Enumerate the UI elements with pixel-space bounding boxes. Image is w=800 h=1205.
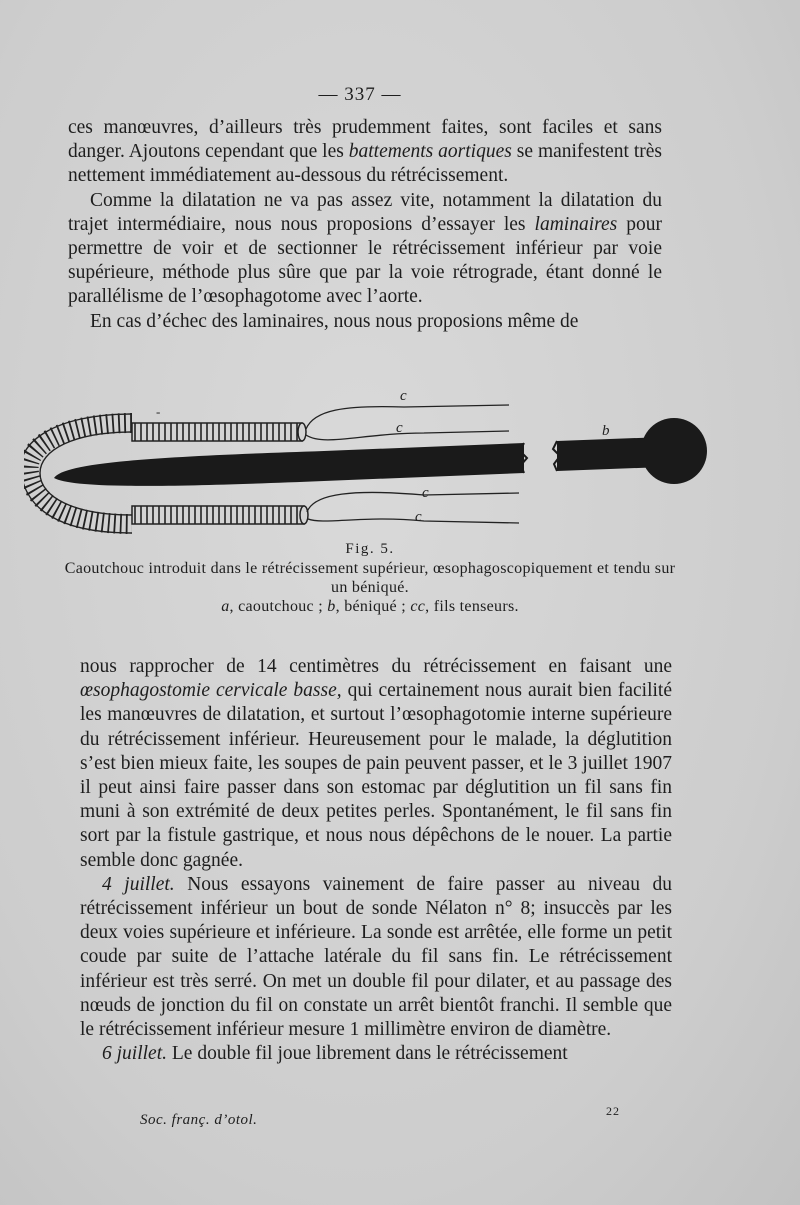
rubber-tube-upper <box>132 423 302 441</box>
caption-legend <box>60 597 680 616</box>
text-run: nous rapprocher de 14 centimètres du rétrécissement en faisant une <box>80 656 672 677</box>
date-heading: 6 juillet. <box>102 1043 167 1065</box>
date-heading: 4 juillet. <box>102 873 175 895</box>
thread-c-bottom <box>308 519 519 523</box>
label-b: b <box>602 423 610 439</box>
figure-label: Fig. 5. <box>345 541 395 557</box>
paragraph <box>68 189 662 310</box>
text-run: qui certainement nous aurait bien facilité les manœuvres de dilatation, et surtout l’œsophagotomie interne supérieure du rétrécissement inférieur. Heureusement pour le malade, la déglutition s’est bien mieux faite, les soupes de pain peuvent passer, et le 3 juillet 1907 il peut ainsi faire passer dans son estomac par déglutition un fil sans fin muni à son extrémité de deux petites perles. Spontanément, le fil sans fin sort par la fistule gastrique, et nous nous dépêchons de le nouer. La partie semble donc gagnée. <box>80 680 672 871</box>
paragraph <box>68 116 662 189</box>
text-run: Comme la dilatation ne va pas assez vite, notamment la dilatation du trajet intermédiaire, nous nous proposions d’essayer les <box>68 189 662 235</box>
label-c: c <box>396 420 403 436</box>
footer-journal: Soc. franç. d’otol. <box>140 1112 258 1128</box>
italic-term: battements aortiques <box>348 141 512 163</box>
italic-term: œsophagostomie cervicale basse, <box>80 680 342 702</box>
page-number: — 337 — <box>318 84 402 105</box>
paragraph: En cas d’échec des laminaires, nous nous proposions même de <box>90 310 579 332</box>
legend-key: cc <box>410 598 426 615</box>
legend-text: , béniqué ; <box>335 598 411 615</box>
rubber-tube-lower <box>132 506 304 524</box>
figure-illustration <box>24 385 724 545</box>
italic-term: laminaires <box>534 213 618 235</box>
text-run: pour permettre de voir et de sectionner le rétrécissement inférieur par voie supérieure, méthode plus sûre que par la voie rétrograde, étant donné le parallélisme de l’œsophagotome avec l’aorte. <box>68 213 662 308</box>
thread-c-upper <box>306 431 509 440</box>
figure-caption <box>60 540 680 616</box>
legend-key: a <box>221 598 230 615</box>
legend-text: , fils tenseurs. <box>425 598 519 615</box>
text-run: Nous essayons vainement de faire passer au niveau du rétrécissement inférieur un bout de sonde Nélaton n° 8; insuccès par les deux voies supérieure et inférieure. La sonde est arrêtée, elle forme un petit coude par suite de l’attache latérale du fil sans fin. Le rétrécissement inférieur est très serré. On met un double fil pour dilater, et au passage des nœuds de jonction du fil on constate un arrêt bientôt franchi. Il semble que le rétrécissement inférieur mesure 1 millimètre environ de diamètre. <box>80 873 673 1041</box>
text-run: Le double fil joue librement dans le rétrécissement <box>167 1043 568 1065</box>
benique-ball <box>641 418 707 484</box>
thread-c-lower <box>307 492 519 512</box>
text-run: ces manœuvres, d’ailleurs très prudemment faites, sont faciles et sans danger. Ajoutons cependant que les <box>68 117 662 163</box>
label-c: c <box>415 509 422 525</box>
label-a: - <box>156 404 161 419</box>
label-c: c <box>422 485 429 501</box>
text-run: se manifestent très nettement immédiatement au-dessous du rétrécissement. <box>68 141 662 187</box>
thread-c-top <box>306 405 509 429</box>
caption-text: Caoutchouc introduit dans le rétrécissement supérieur, œsophagoscopiquement et tendu sur un béniqué. <box>64 560 676 596</box>
label-c: c <box>400 388 407 404</box>
legend-key: b <box>327 598 336 615</box>
paragraph <box>80 655 672 873</box>
paragraph <box>80 873 672 1042</box>
text-block-top <box>68 116 662 334</box>
text-block-bottom <box>80 655 672 1066</box>
footer-signature: 22 <box>606 1104 620 1118</box>
paragraph <box>80 1042 672 1066</box>
legend-text: , caoutchouc ; <box>229 598 328 615</box>
benique-shaft <box>54 443 524 486</box>
